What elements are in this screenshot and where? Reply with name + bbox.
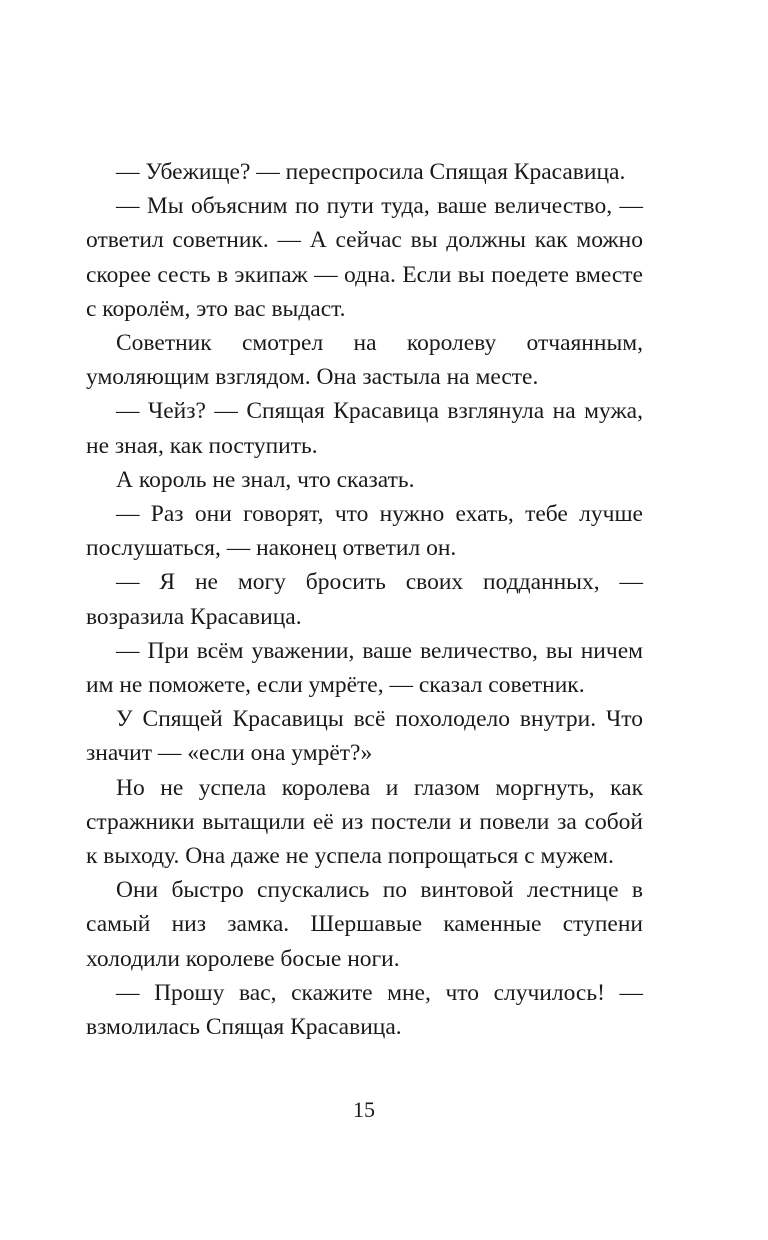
paragraph: Они быстро спускались по винтовой лестнице в самый низ замка. Шершавые каменные ступени холодили королеве босые ноги. xyxy=(86,877,643,972)
paragraph: — При всём уважении, ваше величество, вы ничем им не поможете, если умрёте, — сказал советник. xyxy=(86,637,643,699)
paragraph: Но не успела королева и глазом моргнуть, как стражники вытащили её из постели и повели за собой к выходу. Она даже не успела попрощаться с мужем. xyxy=(86,774,643,870)
paragraph: У Спящей Красавицы всё похолодело внутри. Что значит — «если она умрёт?» xyxy=(86,706,643,767)
body-text xyxy=(86,155,643,1044)
paragraph: — Убежище? — переспросила Спящая Красавица. xyxy=(116,159,626,185)
paragraph: Советник смотрел на королеву отчаянным, умоляющим взглядом. Она застыла на месте. xyxy=(86,330,643,391)
page-number: 15 xyxy=(353,1097,375,1122)
paragraph: — Чейз? — Спящая Красавица взглянула на мужа, не зная, как поступить. xyxy=(86,398,643,459)
paragraph: А король не знал, что сказать. xyxy=(116,466,415,493)
paragraph: — Я не могу бросить своих подданных, — возразила Красавица. xyxy=(86,569,643,630)
paragraph: — Прошу вас, скажите мне, что случилось! — взмолилась Спящая Красавица. xyxy=(86,979,643,1041)
paragraph: — Раз они говорят, что нужно ехать, тебе лучше послушаться, — наконец ответил он. xyxy=(86,501,643,562)
paragraph: — Мы объясним по пути туда, ваше величество, — ответил советник. — А сейчас вы должны как можно скорее сесть в экипаж — одна. Если вы поедете вместе с королём, это вас выдаст. xyxy=(86,193,643,322)
